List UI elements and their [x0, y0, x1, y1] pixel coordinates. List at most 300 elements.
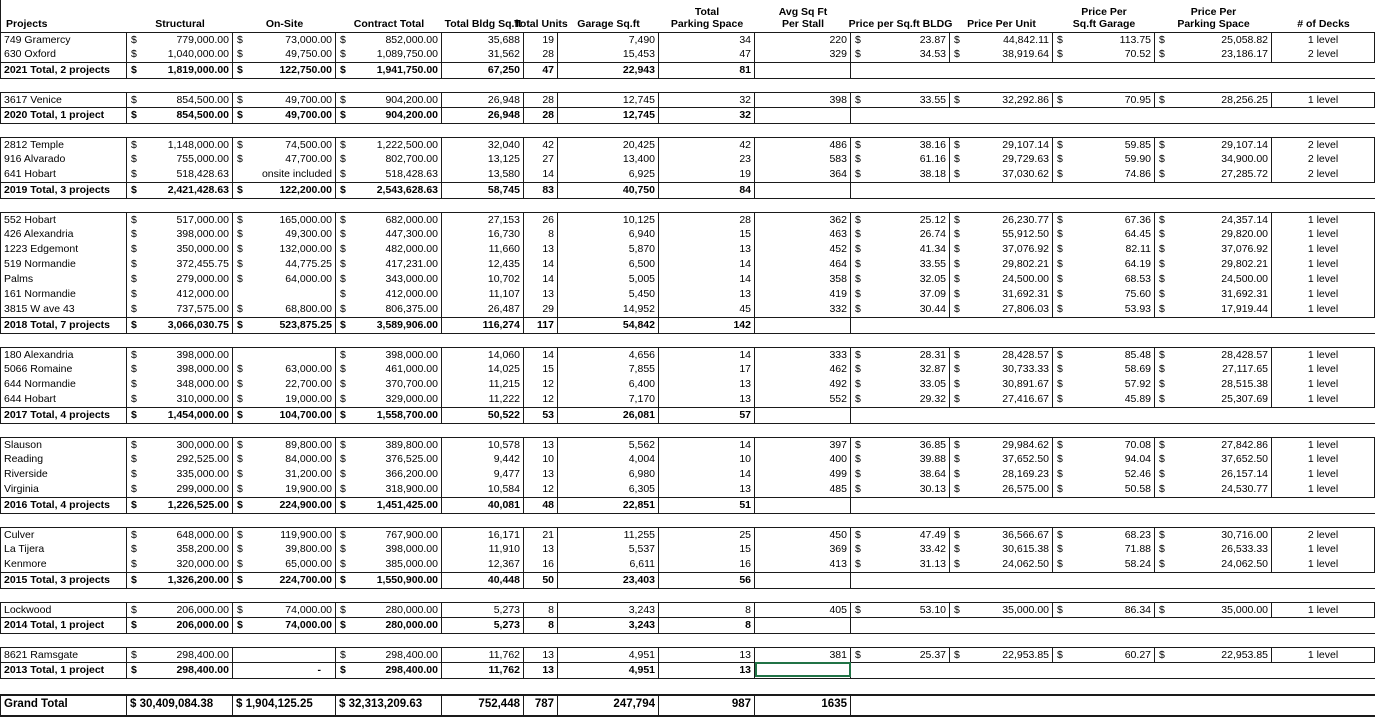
cell-total-bldg-sqft[interactable]: 12,367 — [442, 557, 524, 572]
cell-num-decks[interactable]: 1 level — [1272, 213, 1375, 228]
cell-num-decks[interactable]: 1 level — [1272, 438, 1375, 453]
cell-price-per-sqft-bldg[interactable] — [851, 482, 950, 497]
cell-price-per-sqft-bldg[interactable] — [851, 348, 950, 363]
header-price-per-sqft-bldg[interactable]: Price per Sq.ft BLDG — [848, 18, 953, 30]
cell-num-decks[interactable]: 2 level — [1272, 167, 1375, 182]
cell-structural[interactable] — [127, 63, 233, 78]
cell-garage-sqft[interactable]: 4,951 — [558, 663, 659, 678]
header-garage-sqft[interactable]: Garage Sq.ft — [577, 18, 640, 30]
cell-price-per-sqft-garage[interactable] — [1053, 108, 1155, 123]
cell-contract-total[interactable] — [336, 498, 442, 513]
cell-structural[interactable] — [127, 227, 233, 242]
cell-price-per-parking-space[interactable] — [1155, 348, 1272, 363]
cell-total-parking-space[interactable]: 84 — [659, 183, 755, 198]
cell-price-per-sqft-bldg[interactable] — [851, 318, 950, 333]
cell-price-per-sqft-bldg[interactable] — [851, 438, 950, 453]
cell-projects[interactable]: 2812 Temple — [0, 138, 127, 153]
cell-price-per-sqft-bldg[interactable] — [851, 138, 950, 153]
cell-total-parking-space[interactable]: 13 — [659, 482, 755, 497]
cell-avg-sqft-per-stall[interactable]: 492 — [755, 377, 851, 392]
cell-on-site[interactable] — [233, 603, 336, 618]
cell-total-units[interactable]: 28 — [524, 108, 558, 123]
cell-projects[interactable]: 644 Hobart — [0, 392, 127, 407]
cell-projects[interactable]: 161 Normandie — [0, 287, 127, 302]
header-contract-total[interactable]: Contract Total — [353, 18, 425, 30]
cell-price-per-sqft-garage[interactable] — [1053, 227, 1155, 242]
cell-contract-total[interactable] — [336, 213, 442, 228]
cell-structural[interactable] — [127, 348, 233, 363]
cell-num-decks[interactable]: 1 level — [1272, 392, 1375, 407]
cell-total-bldg-sqft[interactable]: 10,578 — [442, 438, 524, 453]
cell-price-per-unit[interactable] — [950, 213, 1053, 228]
cell-total-units[interactable]: 12 — [524, 392, 558, 407]
cell-price-per-sqft-bldg[interactable] — [851, 183, 950, 198]
cell-total-bldg-sqft[interactable]: 58,745 — [442, 183, 524, 198]
cell-num-decks[interactable]: 1 level — [1272, 542, 1375, 557]
grand-total-price-per-sqft-bldg[interactable] — [851, 696, 950, 715]
cell-on-site[interactable] — [233, 482, 336, 497]
cell-price-per-parking-space[interactable] — [1155, 33, 1272, 48]
grand-total-total-parking-space[interactable]: 987 — [659, 696, 755, 715]
cell-structural[interactable] — [127, 438, 233, 453]
cell-price-per-parking-space[interactable] — [1155, 482, 1272, 497]
cell-garage-sqft[interactable]: 22,943 — [558, 63, 659, 78]
cell-contract-total[interactable] — [336, 408, 442, 423]
cell-contract-total[interactable] — [336, 227, 442, 242]
cell-price-per-parking-space[interactable] — [1155, 603, 1272, 618]
cell-garage-sqft[interactable]: 12,745 — [558, 108, 659, 123]
cell-num-decks[interactable]: 1 level — [1272, 348, 1375, 363]
cell-price-per-sqft-garage[interactable] — [1053, 467, 1155, 482]
cell-num-decks[interactable]: 2 level — [1272, 152, 1375, 167]
cell-price-per-sqft-garage[interactable] — [1053, 63, 1155, 78]
cell-num-decks[interactable]: 1 level — [1272, 272, 1375, 287]
cell-total-bldg-sqft[interactable]: 26,948 — [442, 93, 524, 108]
cell-projects[interactable]: 2017 Total, 4 projects — [0, 408, 127, 423]
cell-total-bldg-sqft[interactable]: 9,477 — [442, 467, 524, 482]
cell-projects[interactable]: 644 Normandie — [0, 377, 127, 392]
cell-avg-sqft-per-stall[interactable]: 486 — [755, 138, 851, 153]
cell-contract-total[interactable] — [336, 557, 442, 572]
cell-projects[interactable]: 552 Hobart — [0, 213, 127, 228]
cell-price-per-parking-space[interactable] — [1155, 498, 1272, 513]
cell-garage-sqft[interactable]: 11,255 — [558, 528, 659, 543]
cell-price-per-parking-space[interactable] — [1155, 392, 1272, 407]
cell-price-per-parking-space[interactable] — [1155, 438, 1272, 453]
cell-structural[interactable] — [127, 542, 233, 557]
cell-contract-total[interactable] — [336, 152, 442, 167]
cell-on-site[interactable] — [233, 257, 336, 272]
grand-total-total-units[interactable]: 787 — [524, 696, 558, 715]
cell-price-per-unit[interactable] — [950, 167, 1053, 182]
cell-garage-sqft[interactable]: 5,870 — [558, 242, 659, 257]
cell-structural[interactable] — [127, 167, 233, 182]
cell-projects[interactable]: 1223 Edgemont — [0, 242, 127, 257]
cell-total-units[interactable]: 12 — [524, 377, 558, 392]
cell-garage-sqft[interactable]: 14,952 — [558, 302, 659, 317]
cell-total-bldg-sqft[interactable]: 5,273 — [442, 618, 524, 633]
cell-num-decks[interactable]: 1 level — [1272, 452, 1375, 467]
grand-total-price-per-sqft-garage[interactable] — [1053, 696, 1155, 715]
cell-garage-sqft[interactable]: 6,400 — [558, 377, 659, 392]
cell-price-per-unit[interactable] — [950, 648, 1053, 663]
cell-num-decks[interactable] — [1272, 108, 1375, 123]
header-total-bldg-sqft[interactable]: Total Bldg Sq.ft — [444, 18, 522, 30]
cell-garage-sqft[interactable]: 4,004 — [558, 452, 659, 467]
cell-total-bldg-sqft[interactable]: 50,522 — [442, 408, 524, 423]
cell-on-site[interactable] — [233, 108, 336, 123]
cell-contract-total[interactable] — [336, 108, 442, 123]
cell-total-bldg-sqft[interactable]: 10,584 — [442, 482, 524, 497]
cell-structural[interactable] — [127, 242, 233, 257]
cell-price-per-sqft-garage[interactable] — [1053, 138, 1155, 153]
cell-price-per-unit[interactable] — [950, 183, 1053, 198]
cell-contract-total[interactable] — [336, 377, 442, 392]
cell-total-parking-space[interactable]: 32 — [659, 93, 755, 108]
cell-price-per-unit[interactable] — [950, 408, 1053, 423]
cell-on-site[interactable] — [233, 183, 336, 198]
cell-structural[interactable] — [127, 138, 233, 153]
cell-garage-sqft[interactable]: 3,243 — [558, 603, 659, 618]
cell-total-parking-space[interactable]: 14 — [659, 438, 755, 453]
cell-price-per-sqft-bldg[interactable] — [851, 573, 950, 588]
cell-price-per-sqft-garage[interactable] — [1053, 167, 1155, 182]
cell-num-decks[interactable]: 1 level — [1272, 362, 1375, 377]
cell-on-site[interactable] — [233, 227, 336, 242]
cell-num-decks[interactable]: 1 level — [1272, 648, 1375, 663]
cell-price-per-parking-space[interactable] — [1155, 528, 1272, 543]
cell-price-per-unit[interactable] — [950, 573, 1053, 588]
cell-total-bldg-sqft[interactable]: 16,730 — [442, 227, 524, 242]
cell-total-parking-space[interactable]: 19 — [659, 167, 755, 182]
cell-num-decks[interactable] — [1272, 318, 1375, 333]
cell-price-per-parking-space[interactable] — [1155, 108, 1272, 123]
cell-on-site[interactable] — [233, 573, 336, 588]
cell-price-per-sqft-bldg[interactable] — [851, 108, 950, 123]
cell-total-bldg-sqft[interactable]: 13,125 — [442, 152, 524, 167]
cell-price-per-sqft-garage[interactable] — [1053, 528, 1155, 543]
header-total-parking-space[interactable]: Total Parking Space — [670, 6, 744, 30]
cell-price-per-sqft-garage[interactable] — [1053, 348, 1155, 363]
cell-on-site[interactable] — [233, 33, 336, 48]
cell-projects[interactable]: Culver — [0, 528, 127, 543]
header-total-units[interactable]: Total Units — [514, 18, 568, 30]
grand-total-price-per-unit[interactable] — [950, 696, 1053, 715]
cell-on-site[interactable] — [233, 557, 336, 572]
cell-garage-sqft[interactable]: 12,745 — [558, 93, 659, 108]
cell-projects[interactable]: 2015 Total, 3 projects — [0, 573, 127, 588]
cell-structural[interactable] — [127, 452, 233, 467]
cell-total-parking-space[interactable]: 8 — [659, 618, 755, 633]
cell-garage-sqft[interactable]: 40,750 — [558, 183, 659, 198]
cell-price-per-sqft-bldg[interactable] — [851, 663, 950, 678]
cell-price-per-sqft-bldg[interactable] — [851, 452, 950, 467]
cell-avg-sqft-per-stall[interactable] — [755, 183, 851, 198]
cell-contract-total[interactable] — [336, 242, 442, 257]
cell-total-units[interactable]: 15 — [524, 362, 558, 377]
cell-price-per-parking-space[interactable] — [1155, 63, 1272, 78]
cell-price-per-sqft-bldg[interactable] — [851, 93, 950, 108]
cell-price-per-parking-space[interactable] — [1155, 183, 1272, 198]
cell-total-parking-space[interactable]: 142 — [659, 318, 755, 333]
grand-total-projects[interactable]: Grand Total — [0, 696, 127, 715]
cell-projects[interactable]: 2019 Total, 3 projects — [0, 183, 127, 198]
cell-garage-sqft[interactable]: 6,305 — [558, 482, 659, 497]
header-avg-sqft-per-stall[interactable]: Avg Sq Ft Per Stall — [778, 6, 828, 30]
selected-cell[interactable] — [755, 662, 851, 677]
cell-total-parking-space[interactable]: 45 — [659, 302, 755, 317]
cell-price-per-sqft-bldg[interactable] — [851, 528, 950, 543]
cell-total-parking-space[interactable]: 15 — [659, 227, 755, 242]
cell-total-bldg-sqft[interactable]: 11,660 — [442, 242, 524, 257]
cell-structural[interactable] — [127, 47, 233, 62]
cell-price-per-sqft-bldg[interactable] — [851, 408, 950, 423]
cell-price-per-sqft-garage[interactable] — [1053, 408, 1155, 423]
cell-price-per-parking-space[interactable] — [1155, 557, 1272, 572]
cell-price-per-parking-space[interactable] — [1155, 377, 1272, 392]
cell-price-per-parking-space[interactable] — [1155, 542, 1272, 557]
cell-structural[interactable] — [127, 362, 233, 377]
cell-total-units[interactable]: 13 — [524, 542, 558, 557]
cell-price-per-unit[interactable] — [950, 318, 1053, 333]
cell-on-site[interactable] — [233, 138, 336, 153]
cell-price-per-sqft-bldg[interactable] — [851, 648, 950, 663]
cell-structural[interactable] — [127, 482, 233, 497]
grand-total-on-site[interactable]: $ 1,904,125.25 — [233, 696, 336, 715]
cell-total-parking-space[interactable]: 13 — [659, 377, 755, 392]
cell-contract-total[interactable] — [336, 138, 442, 153]
cell-total-bldg-sqft[interactable]: 10,702 — [442, 272, 524, 287]
cell-garage-sqft[interactable]: 7,490 — [558, 33, 659, 48]
cell-num-decks[interactable]: 2 level — [1272, 138, 1375, 153]
cell-contract-total[interactable] — [336, 33, 442, 48]
header-price-per-parking-space[interactable]: Price Per Parking Space — [1177, 6, 1250, 30]
cell-price-per-sqft-garage[interactable] — [1053, 272, 1155, 287]
cell-price-per-parking-space[interactable] — [1155, 467, 1272, 482]
cell-total-parking-space[interactable]: 81 — [659, 63, 755, 78]
cell-garage-sqft[interactable]: 6,611 — [558, 557, 659, 572]
cell-price-per-unit[interactable] — [950, 272, 1053, 287]
cell-num-decks[interactable]: 2 level — [1272, 528, 1375, 543]
cell-price-per-parking-space[interactable] — [1155, 138, 1272, 153]
cell-projects[interactable]: 916 Alvarado — [0, 152, 127, 167]
cell-num-decks[interactable] — [1272, 408, 1375, 423]
cell-avg-sqft-per-stall[interactable] — [755, 573, 851, 588]
cell-avg-sqft-per-stall[interactable]: 552 — [755, 392, 851, 407]
cell-total-units[interactable]: 117 — [524, 318, 558, 333]
cell-price-per-unit[interactable] — [950, 528, 1053, 543]
cell-total-parking-space[interactable]: 47 — [659, 47, 755, 62]
cell-price-per-unit[interactable] — [950, 287, 1053, 302]
cell-avg-sqft-per-stall[interactable]: 358 — [755, 272, 851, 287]
cell-price-per-sqft-garage[interactable] — [1053, 242, 1155, 257]
cell-total-units[interactable]: 50 — [524, 573, 558, 588]
cell-on-site[interactable] — [233, 408, 336, 423]
cell-num-decks[interactable]: 1 level — [1272, 557, 1375, 572]
cell-on-site[interactable] — [233, 348, 336, 363]
cell-on-site[interactable] — [233, 272, 336, 287]
cell-avg-sqft-per-stall[interactable]: 463 — [755, 227, 851, 242]
cell-contract-total[interactable] — [336, 603, 442, 618]
cell-total-parking-space[interactable]: 13 — [659, 392, 755, 407]
cell-projects[interactable]: 8621 Ramsgate — [0, 648, 127, 663]
cell-num-decks[interactable]: 1 level — [1272, 242, 1375, 257]
cell-on-site[interactable] — [233, 392, 336, 407]
cell-price-per-unit[interactable] — [950, 557, 1053, 572]
cell-price-per-unit[interactable] — [950, 138, 1053, 153]
cell-total-bldg-sqft[interactable]: 11,762 — [442, 663, 524, 678]
cell-structural[interactable] — [127, 152, 233, 167]
cell-price-per-sqft-garage[interactable] — [1053, 392, 1155, 407]
cell-on-site[interactable] — [233, 618, 336, 633]
cell-projects[interactable]: Riverside — [0, 467, 127, 482]
cell-price-per-unit[interactable] — [950, 227, 1053, 242]
cell-price-per-sqft-bldg[interactable] — [851, 542, 950, 557]
cell-price-per-sqft-bldg[interactable] — [851, 47, 950, 62]
cell-total-units[interactable]: 13 — [524, 287, 558, 302]
cell-price-per-unit[interactable] — [950, 438, 1053, 453]
cell-projects[interactable]: La Tijera — [0, 542, 127, 557]
cell-price-per-parking-space[interactable] — [1155, 362, 1272, 377]
cell-price-per-unit[interactable] — [950, 152, 1053, 167]
header-price-per-sqft-garage[interactable]: Price Per Sq.ft Garage — [1072, 6, 1136, 30]
cell-price-per-unit[interactable] — [950, 377, 1053, 392]
cell-contract-total[interactable] — [336, 318, 442, 333]
cell-projects[interactable]: 519 Normandie — [0, 257, 127, 272]
cell-price-per-parking-space[interactable] — [1155, 318, 1272, 333]
cell-contract-total[interactable] — [336, 392, 442, 407]
cell-on-site[interactable] — [233, 242, 336, 257]
cell-garage-sqft[interactable]: 3,243 — [558, 618, 659, 633]
cell-on-site[interactable] — [233, 528, 336, 543]
cell-total-units[interactable]: 47 — [524, 63, 558, 78]
cell-avg-sqft-per-stall[interactable]: 400 — [755, 452, 851, 467]
cell-contract-total[interactable] — [336, 452, 442, 467]
cell-structural[interactable] — [127, 467, 233, 482]
cell-avg-sqft-per-stall[interactable]: 452 — [755, 242, 851, 257]
cell-price-per-sqft-garage[interactable] — [1053, 648, 1155, 663]
cell-contract-total[interactable] — [336, 542, 442, 557]
cell-projects[interactable]: 2020 Total, 1 project — [0, 108, 127, 123]
cell-total-bldg-sqft[interactable]: 11,910 — [442, 542, 524, 557]
cell-total-units[interactable]: 14 — [524, 272, 558, 287]
cell-total-units[interactable]: 19 — [524, 33, 558, 48]
grand-total-structural[interactable]: $ 30,409,084.38 — [127, 696, 233, 715]
cell-price-per-sqft-garage[interactable] — [1053, 257, 1155, 272]
cell-price-per-sqft-bldg[interactable] — [851, 362, 950, 377]
cell-price-per-parking-space[interactable] — [1155, 663, 1272, 678]
cell-projects[interactable]: Lockwood — [0, 603, 127, 618]
cell-on-site[interactable] — [233, 63, 336, 78]
cell-projects[interactable]: 2018 Total, 7 projects — [0, 318, 127, 333]
cell-price-per-unit[interactable] — [950, 47, 1053, 62]
cell-contract-total[interactable] — [336, 302, 442, 317]
cell-avg-sqft-per-stall[interactable]: 333 — [755, 348, 851, 363]
cell-projects[interactable]: 3617 Venice — [0, 93, 127, 108]
cell-garage-sqft[interactable]: 6,940 — [558, 227, 659, 242]
cell-avg-sqft-per-stall[interactable]: 464 — [755, 257, 851, 272]
cell-price-per-sqft-garage[interactable] — [1053, 33, 1155, 48]
cell-on-site[interactable] — [233, 47, 336, 62]
cell-price-per-parking-space[interactable] — [1155, 227, 1272, 242]
header-on-site[interactable]: On-Site — [265, 18, 304, 30]
cell-contract-total[interactable] — [336, 467, 442, 482]
cell-total-bldg-sqft[interactable]: 16,171 — [442, 528, 524, 543]
cell-num-decks[interactable] — [1272, 573, 1375, 588]
cell-price-per-unit[interactable] — [950, 257, 1053, 272]
cell-price-per-unit[interactable] — [950, 362, 1053, 377]
cell-price-per-parking-space[interactable] — [1155, 287, 1272, 302]
cell-on-site[interactable] — [233, 318, 336, 333]
cell-total-units[interactable]: 13 — [524, 648, 558, 663]
cell-total-parking-space[interactable]: 16 — [659, 557, 755, 572]
cell-structural[interactable] — [127, 302, 233, 317]
cell-projects[interactable]: 2016 Total, 4 projects — [0, 498, 127, 513]
cell-total-units[interactable]: 14 — [524, 167, 558, 182]
cell-avg-sqft-per-stall[interactable]: 362 — [755, 213, 851, 228]
grand-total-garage-sqft[interactable]: 247,794 — [558, 696, 659, 715]
cell-total-parking-space[interactable]: 25 — [659, 528, 755, 543]
cell-num-decks[interactable]: 1 level — [1272, 302, 1375, 317]
cell-on-site[interactable] — [233, 663, 336, 678]
cell-total-bldg-sqft[interactable]: 11,222 — [442, 392, 524, 407]
cell-garage-sqft[interactable]: 26,081 — [558, 408, 659, 423]
cell-structural[interactable] — [127, 498, 233, 513]
cell-on-site[interactable] — [233, 302, 336, 317]
grand-total-contract-total[interactable]: $ 32,313,209.63 — [336, 696, 442, 715]
cell-num-decks[interactable]: 2 level — [1272, 47, 1375, 62]
cell-structural[interactable] — [127, 663, 233, 678]
cell-num-decks[interactable] — [1272, 183, 1375, 198]
cell-total-parking-space[interactable]: 28 — [659, 213, 755, 228]
cell-avg-sqft-per-stall[interactable]: 462 — [755, 362, 851, 377]
cell-price-per-sqft-garage[interactable] — [1053, 47, 1155, 62]
cell-contract-total[interactable] — [336, 167, 442, 182]
cell-price-per-parking-space[interactable] — [1155, 167, 1272, 182]
cell-price-per-unit[interactable] — [950, 498, 1053, 513]
cell-avg-sqft-per-stall[interactable]: 332 — [755, 302, 851, 317]
cell-total-units[interactable]: 53 — [524, 408, 558, 423]
cell-total-parking-space[interactable]: 17 — [659, 362, 755, 377]
cell-structural[interactable] — [127, 287, 233, 302]
cell-on-site[interactable] — [233, 648, 336, 663]
cell-num-decks[interactable]: 1 level — [1272, 603, 1375, 618]
cell-price-per-sqft-garage[interactable] — [1053, 452, 1155, 467]
cell-total-bldg-sqft[interactable]: 11,762 — [442, 648, 524, 663]
cell-avg-sqft-per-stall[interactable]: 329 — [755, 47, 851, 62]
cell-avg-sqft-per-stall[interactable]: 450 — [755, 528, 851, 543]
cell-structural[interactable] — [127, 183, 233, 198]
cell-contract-total[interactable] — [336, 47, 442, 62]
header-price-per-unit[interactable]: Price Per Unit — [967, 18, 1036, 30]
cell-price-per-unit[interactable] — [950, 108, 1053, 123]
cell-num-decks[interactable]: 1 level — [1272, 33, 1375, 48]
cell-price-per-parking-space[interactable] — [1155, 618, 1272, 633]
cell-structural[interactable] — [127, 618, 233, 633]
cell-price-per-parking-space[interactable] — [1155, 152, 1272, 167]
cell-price-per-sqft-bldg[interactable] — [851, 377, 950, 392]
cell-price-per-sqft-bldg[interactable] — [851, 167, 950, 182]
cell-num-decks[interactable]: 1 level — [1272, 257, 1375, 272]
cell-structural[interactable] — [127, 377, 233, 392]
cell-total-parking-space[interactable]: 34 — [659, 33, 755, 48]
cell-garage-sqft[interactable]: 23,403 — [558, 573, 659, 588]
cell-projects[interactable]: 2013 Total, 1 project — [0, 663, 127, 678]
cell-avg-sqft-per-stall[interactable] — [755, 408, 851, 423]
cell-on-site[interactable] — [233, 287, 336, 302]
cell-projects[interactable]: 749 Gramercy — [0, 33, 127, 48]
cell-contract-total[interactable] — [336, 93, 442, 108]
